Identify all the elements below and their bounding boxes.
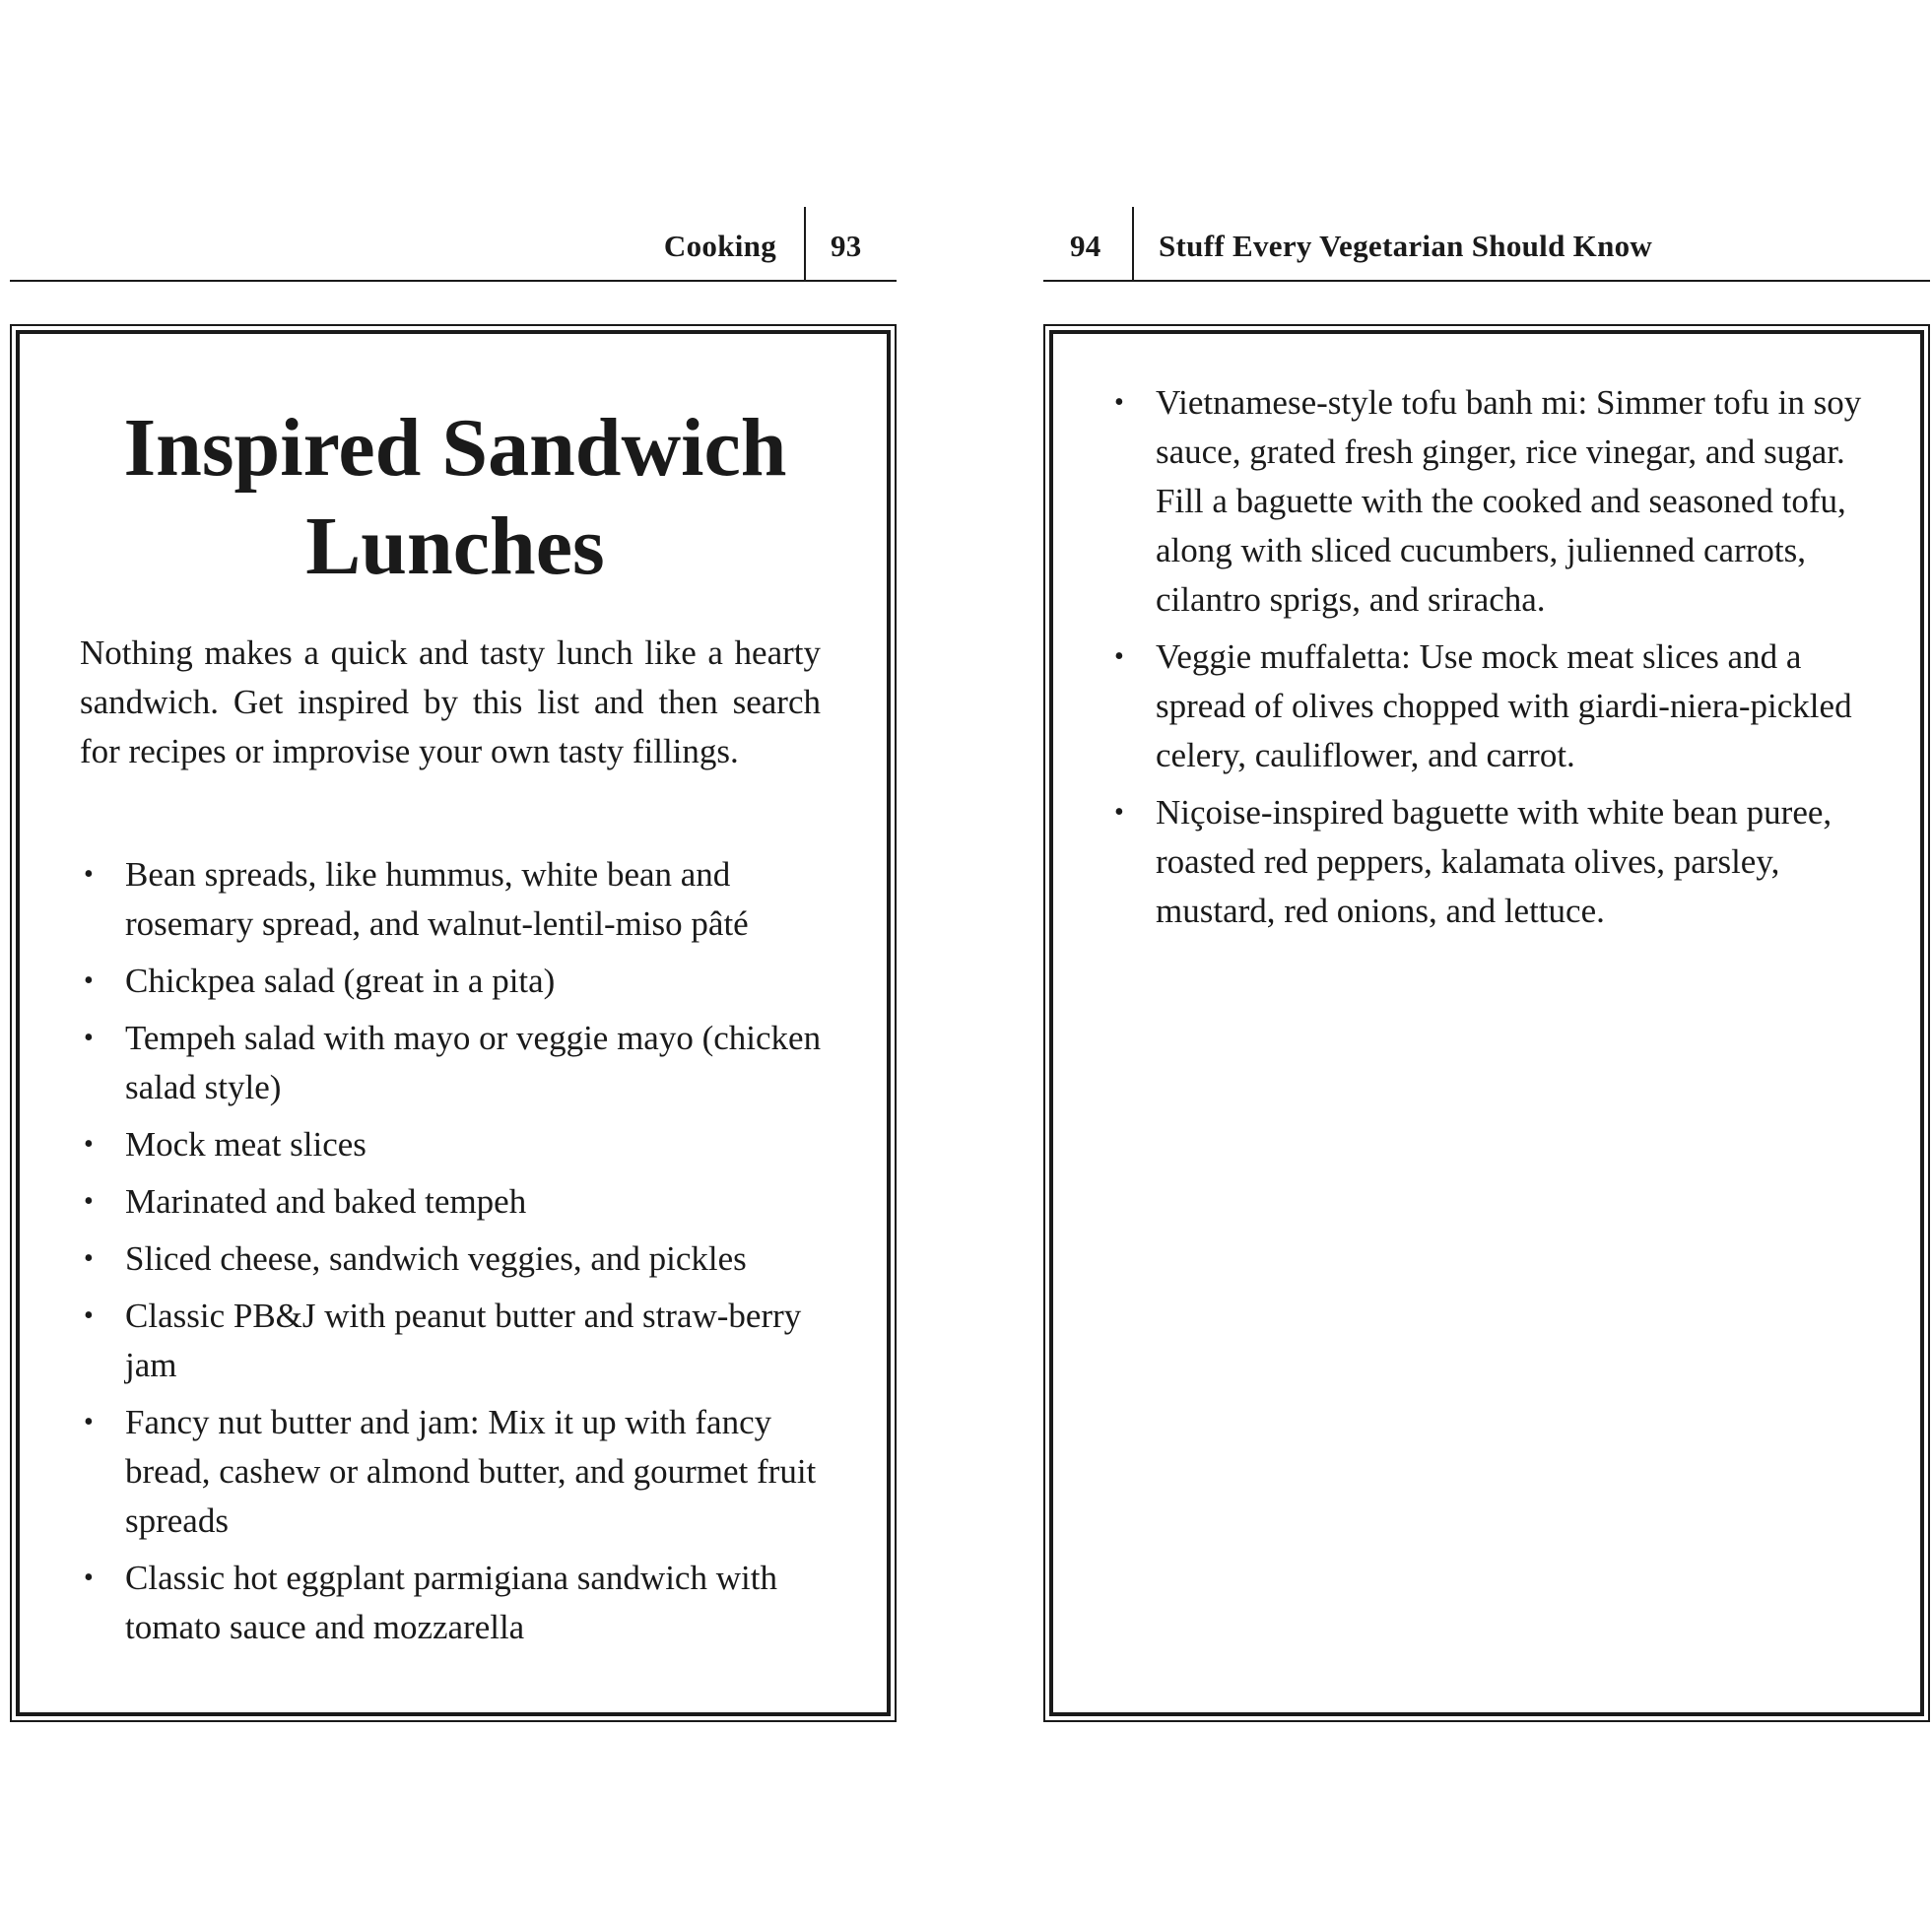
list-item: [80, 1398, 858, 1546]
left-running-header: [10, 207, 897, 282]
list-item: [1110, 788, 1899, 936]
list-item: [80, 1234, 858, 1284]
list-item: [80, 1292, 858, 1390]
list-item-text: Bean spreads, like hummus, white bean and rosemary spread, and walnut-lentil-miso pâté: [125, 855, 749, 943]
list-item-text: Mock meat slices: [125, 1125, 366, 1164]
list-item-text: Vietnamese-style tofu banh mi: Simmer tofu in soy sauce, grated fresh ginger, rice vinegar, and sugar. Fill a baguette with the cooked and seasoned tofu, along with sliced cucumbers, julienned carrots, cilantro sprigs, and sriracha.: [1156, 383, 1862, 619]
bullet-icon: •: [1114, 387, 1124, 418]
section-title: Cooking: [663, 229, 776, 263]
header-divider: [1132, 207, 1134, 282]
sandwich-list-continued: [1110, 378, 1899, 944]
intro-paragraph: Nothing makes a quick and tasty lunch like a hearty sandwich. Get inspired by this list and then search for recipes or improvise your own tasty fillings.: [80, 633, 821, 770]
bullet-icon: •: [84, 1243, 94, 1274]
content-frame: [10, 324, 897, 1722]
list-item: [80, 1120, 858, 1169]
bullet-icon: •: [84, 1563, 94, 1593]
bullet-icon: •: [84, 1186, 94, 1217]
bullet-icon: •: [84, 1023, 94, 1053]
title-line-1: Inspired Sandwich: [123, 402, 787, 494]
title-line-2: Lunches: [305, 500, 605, 592]
sandwich-list: [80, 850, 858, 1660]
left-page: [10, 0, 897, 1932]
bullet-icon: •: [84, 966, 94, 996]
chapter-title: [41, 399, 869, 596]
page-number: 93: [831, 229, 862, 263]
list-item: [80, 1014, 858, 1112]
list-item-text: Niçoise-inspired baguette with white bean puree, roasted red peppers, kalamata olives, parsley, mustard, red onions, and lettuce.: [1156, 793, 1832, 930]
list-item-text: Classic PB&J with peanut butter and straw-berry jam: [125, 1297, 802, 1384]
bullet-icon: •: [84, 1129, 94, 1160]
list-item-text: Marinated and baked tempeh: [125, 1182, 527, 1221]
bullet-icon: •: [84, 1300, 94, 1331]
list-item-text: Classic hot eggplant parmigiana sandwich with tomato sauce and mozzarella: [125, 1559, 777, 1646]
bullet-icon: •: [84, 859, 94, 890]
right-running-header: [1043, 207, 1930, 282]
book-title: Stuff Every Vegetarian Should Know: [1159, 229, 1653, 263]
list-item-text: Chickpea salad (great in a pita): [125, 962, 556, 1000]
list-item-text: Fancy nut butter and jam: Mix it up with fancy bread, cashew or almond butter, and gourmet fruit spreads: [125, 1403, 817, 1540]
list-item: [1110, 633, 1899, 780]
list-item: [80, 1177, 858, 1227]
list-item: [80, 1554, 858, 1652]
list-item-text: Sliced cheese, sandwich veggies, and pickles: [125, 1239, 747, 1278]
header-divider: [804, 207, 806, 282]
list-item-text: Tempeh salad with mayo or veggie mayo (chicken salad style): [125, 1019, 822, 1106]
right-page: [1043, 0, 1930, 1932]
page-number: 94: [1070, 229, 1101, 263]
bullet-icon: •: [84, 1407, 94, 1437]
bullet-icon: •: [1114, 797, 1124, 828]
content-frame: [1043, 324, 1930, 1722]
list-item: [1110, 378, 1899, 625]
list-item: [80, 957, 858, 1006]
bullet-icon: •: [1114, 641, 1124, 672]
list-item: [80, 850, 858, 949]
list-item-text: Veggie muffaletta: Use mock meat slices and a spread of olives chopped with giardi-niera-pickled celery, cauliflower, and carrot.: [1156, 637, 1852, 774]
